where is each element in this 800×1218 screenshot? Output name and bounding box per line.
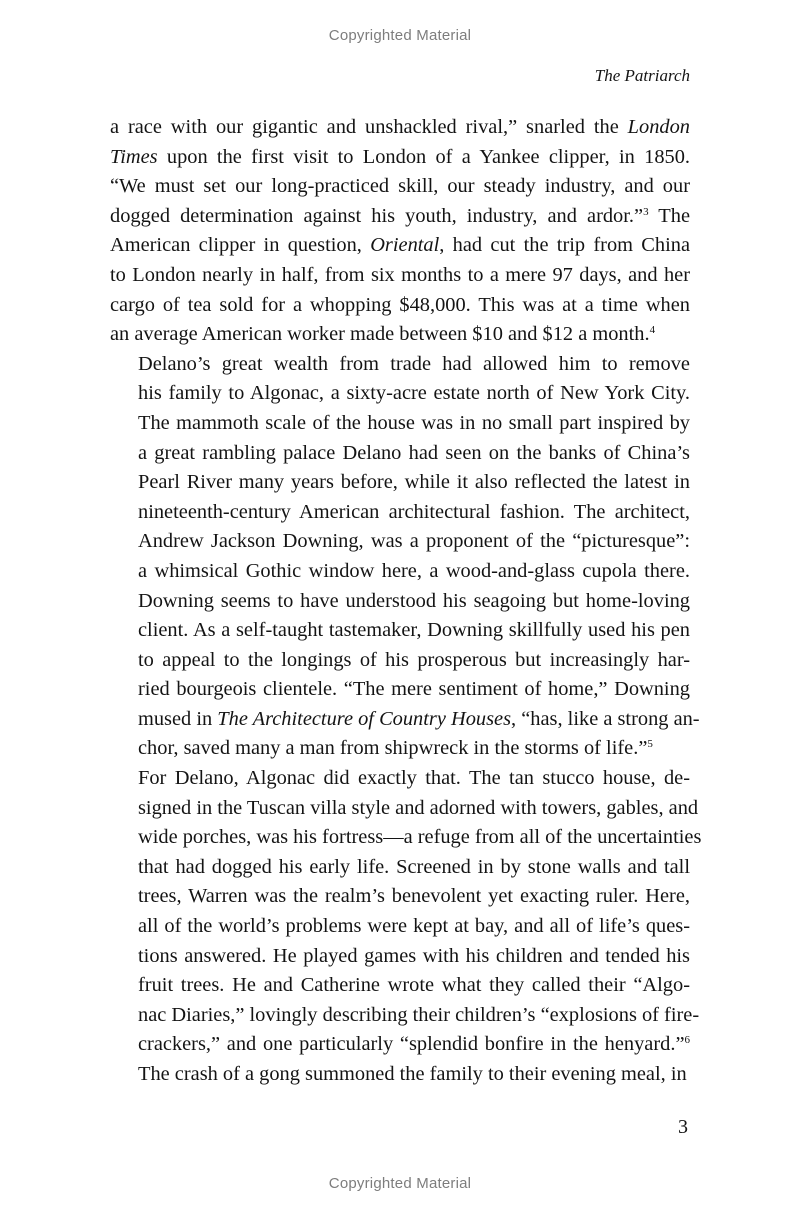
text-line: client. As a self-taught tastemaker, Downing skillfully used his pen <box>138 619 690 642</box>
text-line: The mammoth scale of the house was in no small part inspired by <box>138 411 690 434</box>
italic-title: Times <box>110 145 158 168</box>
text-line: nac Diaries,” lovingly describing their children’s “explosions of fire- <box>138 1003 700 1026</box>
text-line: mused in The Architecture of Country Houses, “has, like a strong an- <box>138 707 700 730</box>
running-head: The Patriarch <box>594 66 690 85</box>
text-line: Pearl River many years before, while it also reflected the latest in <box>138 471 690 494</box>
text-line: Times upon the first visit to London of a Yankee clipper, in 1850. <box>110 145 690 168</box>
paragraph <box>110 350 700 764</box>
text-line: a race with our gigantic and unshackled rival,” snarled the London <box>110 116 690 138</box>
text-line: crackers,” and one particularly “splendid bonfire in the henyard.”$^6$ <box>138 1033 690 1056</box>
text-line: all of the world’s problems were kept at bay, and all of life’s ques- <box>138 915 690 938</box>
text-line: The crash of a gong summoned the family to their evening meal, in <box>138 1063 687 1085</box>
paragraph <box>110 764 702 1090</box>
text-line: For Delano, Algonac did exactly that. The tan stucco house, de- <box>138 767 690 790</box>
body-text <box>110 113 702 1090</box>
text-line: “We must set our long-practiced skill, our steady industry, and our <box>110 175 690 198</box>
text-line: tions answered. He played games with his children and tended his <box>138 944 690 967</box>
copyright-watermark-top: Copyrighted Material <box>328 27 472 44</box>
italic-title: Oriental <box>370 234 440 257</box>
footnote-ref: 6 <box>684 1034 690 1047</box>
text-line: that had dogged his early life. Screened in by stone walls and tall <box>138 855 690 878</box>
text-line: trees, Warren was the realm’s benevolent yet exacting ruler. Here, <box>138 885 690 908</box>
text-line: his family to Algonac, a sixty-acre estate north of New York City. <box>138 382 690 405</box>
text-line: chor, saved many a man from shipwreck in the storms of life.”$^5$ <box>138 737 653 760</box>
text-line: ried bourgeois clientele. “The mere sentiment of home,” Downing <box>138 678 690 701</box>
text-line: wide porches, was his fortress—a refuge from all of the uncertainties <box>138 826 702 849</box>
italic-title: The Architecture of Country Houses <box>217 707 512 730</box>
text-line: nineteenth-century American architectural fashion. The architect, <box>138 500 690 523</box>
text-line: to appeal to the longings of his prosperous but increasingly har- <box>138 648 690 671</box>
footnote-ref: 5 <box>647 738 653 751</box>
text-line: a great rambling palace Delano had seen on the banks of China’s <box>138 441 690 464</box>
text-line: a whimsical Gothic window here, a wood-and-glass cupola there. <box>138 559 690 582</box>
text-line: Downing seems to have understood his seagoing but home-loving <box>138 589 690 612</box>
page-number: 3 <box>678 1116 688 1138</box>
text-line: cargo of tea sold for a whopping $48,000. This was at a time when <box>110 293 690 316</box>
text-line: dogged determination against his youth, industry, and ardor.”$^3$ The <box>110 204 690 227</box>
paragraph <box>110 113 690 350</box>
text-line: signed in the Tuscan villa style and adorned with towers, gables, and <box>138 796 699 819</box>
text-line: to London nearly in half, from six months to a mere 97 days, and her <box>110 263 690 286</box>
italic-title: London <box>627 116 690 138</box>
footnote-ref: 4 <box>649 324 656 337</box>
text-line: an average American worker made between $10 and $12 a month.$^4$ <box>110 323 656 346</box>
text-line: Andrew Jackson Downing, was a proponent of the “picturesque”: <box>138 530 690 553</box>
text-line: American clipper in question, Oriental, had cut the trip from China <box>110 234 690 257</box>
footnote-ref: 3 <box>643 205 649 218</box>
copyright-watermark-bottom: Copyrighted Material <box>328 1175 472 1192</box>
text-line: Delano’s great wealth from trade had allowed him to remove <box>138 352 690 375</box>
text-line: fruit trees. He and Catherine wrote what they called their “Algo- <box>138 974 690 997</box>
